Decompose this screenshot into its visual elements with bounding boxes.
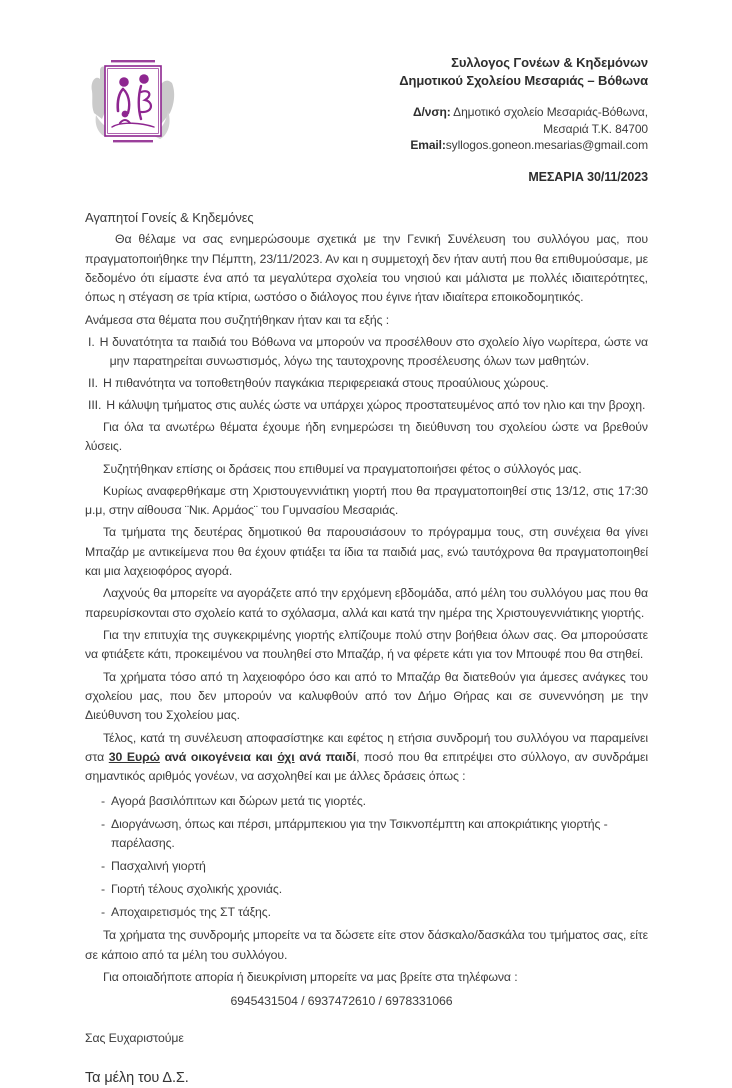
activities-list: [101, 792, 648, 923]
activity-text: Πασχαλινή γιορτή: [111, 859, 206, 874]
org-name-line2: Δημοτικού Σχολείου Μεσαριάς – Βόθωνα: [399, 73, 648, 88]
activity-item: [101, 903, 648, 922]
topic-numeral: II.: [88, 375, 98, 390]
paragraph-fee: [85, 729, 648, 787]
fee-mid1: ανά οικογένεια και: [159, 750, 278, 765]
activity-item: [101, 815, 648, 854]
paragraph-help: Για την επιτυχία της συγκεκριμένης γιορτής ελπίζουμε πολύ στην βοήθεια όλων σας. Θα μπορούσατε να φτιάξετε κάτι, προκειμένου να πουληθεί στο Μπαζάρ, ή να φέρετε κάτι για τον Μπουφέ που θα στηθεί.: [85, 627, 648, 662]
activity-item: [101, 857, 648, 876]
activity-text: Αγορά βασιλόπιτων και δώρων μετά τις γιορτές.: [111, 793, 366, 808]
signature-board-members: Τα μέλη του Δ.Σ.: [85, 1070, 189, 1087]
topic-text: Η πιθανότητα να τοποθετηθούν παγκάκια περιφερειακά στους προαύλιους χώρους.: [102, 375, 549, 390]
dash-marker: -: [101, 859, 105, 874]
fee-pre-text: Τέλος, κατά τη συνέλευση αποφασίστηκε και εφέτος η ετήσια συνδρομή του συλλόγου να παραμείνει στα: [85, 730, 648, 765]
address-value: Δημοτικό σχολείο Μεσαριάς-Βόθωνα,: [450, 105, 648, 119]
address-label: Δ/νση:: [413, 105, 451, 119]
email-value: syllogos.goneon.mesarias@gmail.com: [445, 138, 648, 152]
topic-item: [88, 333, 648, 372]
topic-numeral: III.: [88, 397, 102, 412]
date-line: ΜΕΣΑΡΙΑ 30/11/2023: [528, 169, 648, 184]
activity-text: Διοργάνωση, όπως και πέρσι, μπάρμπεκιου για την Τσικνοπέμπτη και αποκριάτικης γιορτής - παρέλασης.: [111, 816, 608, 851]
fee-amount: 30 Ευρώ: [108, 750, 160, 765]
paragraph-actions: Συζητήθηκαν επίσης οι δράσεις που επιθυμεί να πραγματοποιήσει φέτος ο σύλλογός μας.: [103, 461, 582, 476]
topic-text: Η δυνατότητα τα παιδιά του Βόθωνα να μπορούν να προσέλθουν στο σχολείο λίγο νωρίτερα, ώστε να μην παρατηρείται συνωστισμός, λόγω της ταυτοχρονης προσέλευσης όλων των μαθητών.: [99, 334, 648, 369]
letter-body: [85, 208, 648, 1088]
phone-numbers: 6945431504 / 6937472610 / 6978331066: [230, 994, 453, 1009]
activity-item: [101, 880, 648, 899]
org-name-line1: Συλλογος Γονέων & Κηδεμόνων: [451, 55, 648, 70]
dash-marker: -: [101, 905, 105, 920]
greeting: Αγαπητοί Γονείς & Κηδεμόνες: [85, 209, 254, 225]
topic-text: Η κάλυψη τμήματος στις αυλές ώστε να υπάρχει χώρος προστατευμένος από τον ηλιο και την βροχη.: [106, 397, 646, 412]
paragraph-contact: Για οποιαδήποτε απορία ή διευκρίνιση μπορείτε να μας βρείτε στα τηλέφωνα :: [103, 969, 518, 984]
paragraph-program: Τα τμήματα της δευτέρας δημοτικού θα παρουσιάσουν το πρόγραμμα τους, στη συνέχεια θα γίνει Μπαζάρ με αντικείμενα που θα έχουν φτιάξει τα ίδια τα παιδιά μας, ενώ ταυτόχρονα θα πραγματοποιηθεί και μια λαχειοφόρος αγορά.: [85, 525, 648, 579]
paragraph-solutions: Για όλα τα ανωτέρω θέματα έχουμε ήδη ενημερώσει τη διεύθυνση του σχολείου ώστε να βρεθούν λύσεις.: [85, 419, 648, 454]
paragraph-intro: Θα θέλαμε να σας ενημερώσουμε σχετικά με την Γενική Συνέλευση του συλλόγου μας, που πραγματοποιήθηκε την Πέμπτη, 23/11/2023. Αν και η συμμετοχή δεν ήταν αυτή που θα επιθυμούσαμε, με δεδομένο ότι είμαστε ένα από τα μεγαλύτερα σχολεία του νησιού και μάλιστα με πολλές ιδιαιτερότητες, όπως η στέγαση σε τρία κτίρια, ωστόσο ο διάλογος που έγινε ήταν ιδιαίτερα εποικοδομητικός.: [85, 232, 648, 305]
topic-numeral: I.: [88, 334, 95, 349]
address-line2: Μεσαριά Τ.Κ. 84700: [543, 121, 648, 136]
fee-post-text: , ποσό που θα επιτρέψει στο σύλλογο, αν συνδράμει σημαντικός αριθμός γονέων, να ασχοληθεί και με άλλες δράσεις όπως :: [85, 750, 649, 784]
activity-text: Γιορτή τέλους σχολικής χρονιάς.: [111, 882, 283, 897]
letterhead: [0, 0, 732, 187]
paragraph-payment: Τα χρήματα της συνδρομής μπορείτε να τα δώσετε είτε στον δάσκαλο/δασκάλα του τμήματος σας, είτε σε κάποιο από τα μέλη του συλλόγου.: [85, 928, 648, 962]
topic-item: [88, 396, 648, 415]
parents-association-logo-icon: [86, 53, 178, 153]
activity-item: [101, 792, 648, 811]
topics-list: [88, 333, 648, 415]
paragraph-topics-lead: Ανάμεσα στα θέματα που συζητήθηκαν ήταν και τα εξής :: [85, 312, 390, 327]
fee-mid2: ανά παιδί: [294, 750, 357, 765]
email-label: Email:: [410, 138, 446, 152]
activity-text: Αποχαιρετισμός της ΣΤ τάξης.: [111, 905, 271, 920]
dash-marker: -: [101, 816, 105, 831]
paragraph-raffle: Λαχνούς θα μπορείτε να αγοράζετε από την ερχόμενη εβδομάδα, από μέλη του συλλόγου μας που θα παρευρίσκονται στο σχολείο κατά το σχόλασμα, αλλά και κατά την ημέρα της Χριστουγεννιάτικης γιορτής.: [85, 586, 648, 620]
topic-item: [88, 374, 648, 393]
paragraph-christmas: Κυρίως αναφερθήκαμε στη Χριστουγεννιάτικη γιορτή που θα πραγματοποιηθεί στις 13/12, στις 17:30 μ.μ, στην αίθουσα ¨Νικ. Αρμάος¨ του Γυμνασίου Μεσαριάς.: [85, 483, 648, 518]
paragraph-money: Τα χρήματα τόσο από τη λαχειοφόρο όσο και από το Μπαζάρ θα διατεθούν για άμεσες ανάγκες του σχολείου μας, που δεν μπορούν να καλυφθούν από τον Δήμο Θήρας και σε συνεννόηση με την Διεύθυνση του Σχολείου μας.: [85, 669, 648, 723]
dash-marker: -: [101, 793, 105, 808]
closing-thanks: Σας Ευχαριστούμε: [85, 1030, 184, 1045]
dash-marker: -: [101, 882, 105, 897]
fee-not-word: όχι: [277, 750, 295, 765]
